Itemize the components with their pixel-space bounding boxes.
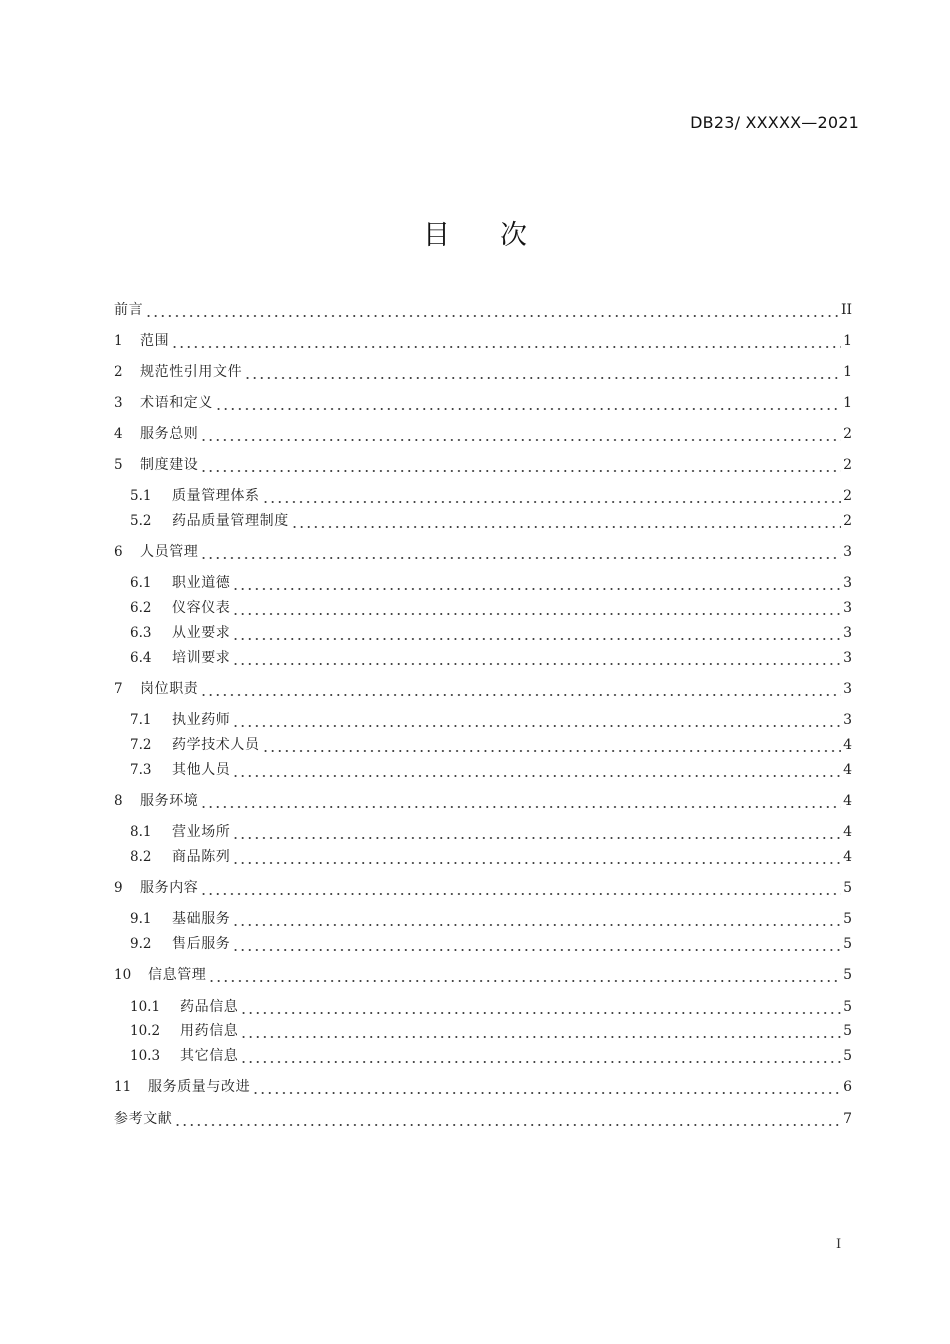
toc-entry-number: 10.3 — [130, 1048, 161, 1064]
toc-entry-label: 信息管理 — [148, 967, 207, 983]
toc-entry-page: 6 — [843, 1079, 852, 1095]
toc-entry-number: 7.1 — [130, 712, 152, 728]
toc-entry-label: 质量管理体系 — [172, 488, 260, 504]
toc-entry-label: 仪容仪表 — [172, 600, 231, 616]
dot-leader — [232, 648, 841, 668]
toc-entry-number: 7.2 — [130, 737, 152, 753]
toc-entry-label: 人员管理 — [140, 544, 199, 560]
toc-entry-label: 用药信息 — [180, 1023, 239, 1039]
toc-subentry[interactable] — [130, 486, 852, 506]
toc-entry-page: 2 — [843, 457, 852, 473]
toc-entry[interactable] — [114, 331, 852, 351]
toc-entry[interactable] — [114, 1077, 852, 1097]
toc-subentry[interactable] — [130, 598, 852, 618]
toc-entry-number: 8 — [114, 793, 123, 809]
toc-entry-label: 范围 — [140, 333, 170, 349]
toc-entry-number: 4 — [114, 426, 123, 442]
toc-entry[interactable] — [114, 542, 852, 562]
toc-entry-label: 售后服务 — [172, 936, 231, 952]
toc-entry-page: 3 — [843, 544, 852, 560]
toc-entry-label: 培训要求 — [172, 650, 231, 666]
toc-entry[interactable] — [114, 362, 852, 382]
toc-entry-page: 5 — [843, 911, 852, 927]
dot-leader — [200, 455, 841, 475]
toc-entry-number: 10.1 — [130, 999, 161, 1015]
toc-entry-number: 6.3 — [130, 625, 152, 641]
toc-subentry[interactable] — [130, 822, 852, 842]
toc-subentry[interactable] — [130, 934, 852, 954]
dot-leader — [200, 679, 841, 699]
dot-leader — [240, 1046, 841, 1066]
toc-entry-label: 职业道德 — [172, 575, 231, 591]
toc-subentry[interactable] — [130, 511, 852, 531]
toc-subentry[interactable] — [130, 1046, 852, 1066]
toc-entry-label: 从业要求 — [172, 625, 231, 641]
toc-entry[interactable] — [114, 679, 852, 699]
toc-subentry[interactable] — [130, 909, 852, 929]
page-title — [0, 213, 950, 252]
toc-entry[interactable] — [114, 393, 852, 413]
toc-subentry[interactable] — [130, 847, 852, 867]
toc-entry-page: 7 — [843, 1111, 852, 1127]
toc-entry-number: 6.1 — [130, 575, 152, 591]
dot-leader — [262, 486, 841, 506]
toc-entry-page: 1 — [843, 333, 852, 349]
dot-leader — [232, 847, 841, 867]
toc-subentry[interactable] — [130, 623, 852, 643]
dot-leader — [232, 598, 841, 618]
toc-entry-label: 营业场所 — [172, 824, 231, 840]
toc-entry-page: 2 — [843, 488, 852, 504]
toc-entry-number: 5.2 — [130, 513, 152, 529]
toc-subentry[interactable] — [130, 735, 852, 755]
toc-entry-page: 4 — [843, 737, 852, 753]
toc-entry[interactable] — [114, 300, 852, 320]
dot-leader — [291, 511, 841, 531]
dot-leader — [171, 331, 841, 351]
toc-entry-page: 3 — [843, 575, 852, 591]
toc-entry-number: 6.2 — [130, 600, 152, 616]
toc-entry-number: 9 — [114, 880, 123, 896]
toc-entry-page: 5 — [843, 880, 852, 896]
dot-leader — [232, 909, 841, 929]
dot-leader — [145, 300, 839, 320]
toc-entry[interactable] — [114, 1109, 852, 1129]
toc-entry-number: 1 — [114, 333, 123, 349]
toc-entry-number: 3 — [114, 395, 123, 411]
toc-entry-number: 8.1 — [130, 824, 152, 840]
toc-entry-page: 5 — [843, 967, 852, 983]
toc-entry-page: 3 — [843, 712, 852, 728]
dot-leader — [200, 791, 841, 811]
toc-subentry[interactable] — [130, 573, 852, 593]
toc-entry-page: 4 — [843, 849, 852, 865]
toc-entry-page: 4 — [843, 762, 852, 778]
toc-subentry[interactable] — [130, 760, 852, 780]
toc-entry-page: 4 — [843, 793, 852, 809]
toc-entry-label: 执业药师 — [172, 712, 231, 728]
toc-entry-number: 9.2 — [130, 936, 152, 952]
dot-leader — [240, 1021, 841, 1041]
toc-subentry[interactable] — [130, 1021, 852, 1041]
toc-entry[interactable] — [114, 791, 852, 811]
toc-entry-number: 7 — [114, 681, 123, 697]
toc-entry[interactable] — [114, 965, 852, 985]
toc-entry-page: II — [840, 302, 852, 318]
toc-entry-label: 规范性引用文件 — [140, 364, 243, 380]
toc-entry-label: 参考文献 — [114, 1111, 173, 1127]
dot-leader — [232, 623, 841, 643]
toc-entry-label: 服务内容 — [140, 880, 199, 896]
toc-entry-page: 1 — [843, 364, 852, 380]
toc-entry-label: 服务环境 — [140, 793, 199, 809]
dot-leader — [174, 1109, 841, 1129]
toc-subentry[interactable] — [130, 710, 852, 730]
toc-entry-page: 4 — [843, 824, 852, 840]
page-title-char-1: 目 — [423, 220, 450, 251]
toc-entry-label: 其他人员 — [172, 762, 231, 778]
dot-leader — [200, 878, 841, 898]
toc-entry[interactable] — [114, 455, 852, 475]
toc-entry-number: 5 — [114, 457, 123, 473]
toc-entry-page: 2 — [843, 513, 852, 529]
toc-subentry[interactable] — [130, 997, 852, 1017]
toc-entry-page: 5 — [843, 1048, 852, 1064]
toc-entry-page: 3 — [843, 625, 852, 641]
toc-entry-label: 商品陈列 — [172, 849, 231, 865]
toc-subentry[interactable] — [130, 648, 852, 668]
page-title-char-2: 次 — [500, 220, 527, 251]
toc-entry-page: 2 — [843, 426, 852, 442]
toc-entry-number: 10 — [114, 967, 132, 983]
toc-entry-number: 10.2 — [130, 1023, 161, 1039]
dot-leader — [232, 573, 841, 593]
dot-leader — [200, 424, 841, 444]
toc-entry-page: 3 — [843, 600, 852, 616]
toc-entry-label: 药学技术人员 — [172, 737, 260, 753]
toc-entry-page: 3 — [843, 650, 852, 666]
toc-entry-label: 药品质量管理制度 — [172, 513, 289, 529]
toc-entry-page: 1 — [843, 395, 852, 411]
toc-entry-number: 8.2 — [130, 849, 152, 865]
toc-entry-number: 6.4 — [130, 650, 152, 666]
toc-entry-number: 5.1 — [130, 488, 152, 504]
dot-leader — [232, 934, 841, 954]
toc-entry-page: 5 — [843, 936, 852, 952]
dot-leader — [262, 735, 841, 755]
toc-entry-number: 9.1 — [130, 911, 152, 927]
toc-entry[interactable] — [114, 878, 852, 898]
toc-entry-number: 6 — [114, 544, 123, 560]
dot-leader — [240, 997, 841, 1017]
toc-entry-number: 7.3 — [130, 762, 152, 778]
toc-entry[interactable] — [114, 424, 852, 444]
toc-entry-page: 5 — [843, 1023, 852, 1039]
toc-entry-label: 服务质量与改进 — [148, 1079, 251, 1095]
toc-entry-label: 岗位职责 — [140, 681, 199, 697]
dot-leader — [244, 362, 841, 382]
page-number: I — [836, 1237, 842, 1252]
toc-entry-number: 2 — [114, 364, 123, 380]
dot-leader — [232, 760, 841, 780]
dot-leader — [208, 965, 841, 985]
toc-entry-label: 其它信息 — [180, 1048, 239, 1064]
toc-entry-label: 药品信息 — [180, 999, 239, 1015]
dot-leader — [200, 542, 841, 562]
toc-entry-number: 11 — [114, 1079, 132, 1095]
dot-leader — [232, 822, 841, 842]
document-code: DB23/ XXXXX—2021 — [690, 113, 859, 132]
toc-entry-page: 5 — [843, 999, 852, 1015]
dot-leader — [252, 1077, 841, 1097]
dot-leader — [232, 710, 841, 730]
dot-leader — [215, 393, 841, 413]
toc-entry-label: 服务总则 — [140, 426, 199, 442]
toc-entry-label: 制度建设 — [140, 457, 199, 473]
toc-entry-label: 术语和定义 — [140, 395, 213, 411]
toc-entry-page: 3 — [843, 681, 852, 697]
toc-entry-label: 前言 — [114, 302, 144, 318]
toc-entry-label: 基础服务 — [172, 911, 231, 927]
